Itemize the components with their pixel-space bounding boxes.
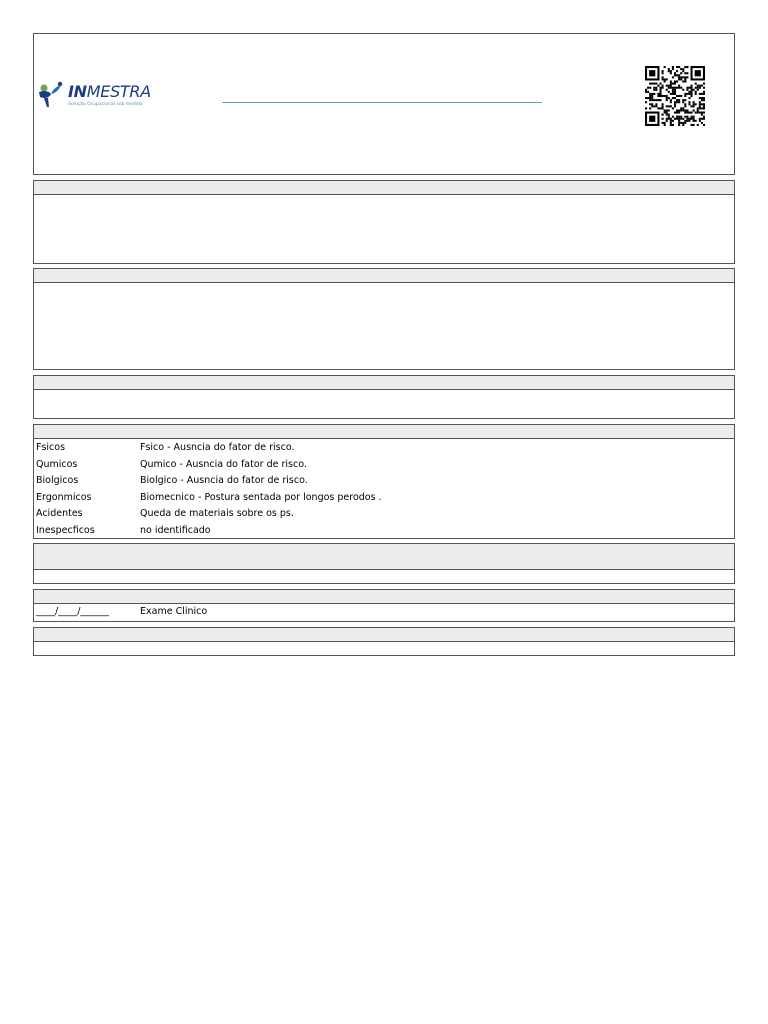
section-body-3 [33,389,735,419]
section-bar-3 [33,375,735,390]
exams-table [33,603,735,622]
risk-description: Biolgico - Ausncia do fator de risco. [140,475,308,486]
risk-category: Qumicos [36,458,78,470]
exams-section-bar [33,589,735,604]
section-body-5 [33,569,735,584]
risk-description: Queda de materiais sobre os ps. [140,508,294,519]
section-body-7 [33,641,735,656]
risk-description: Qumico - Ausncia do fator de risco. [140,458,307,470]
company-logo [36,78,156,114]
section-bar-1 [33,180,735,195]
risk-category: Acidentes [36,508,83,519]
document-header [33,33,735,175]
risks-section-bar [33,424,735,439]
risk-description: Fsico - Ausncia do fator de risco. [140,442,295,453]
section-bar-7 [33,627,735,642]
qr-code-icon [645,66,705,126]
section-body-1 [33,194,735,264]
risk-category: Inespecficos [36,524,95,536]
section-body-2 [33,282,735,370]
risk-description: Biomecnico - Postura sentada por longos perodos . [140,491,382,503]
risk-category: Ergonmicos [36,491,92,503]
exam-date-field: ____/____/______ [36,606,109,617]
logo-tagline: Solução Ocupacional sob medida [68,102,143,107]
exam-name: Exame Clinico [140,606,208,617]
logo-figure-icon [36,78,66,108]
risk-description: no identificado [140,524,211,536]
section-bar-5 [33,543,735,570]
section-bar-2 [33,268,735,283]
risk-category: Biolgicos [36,475,79,486]
logo-wordmark: INMESTRA [68,82,151,101]
title-rule [222,102,542,103]
risk-category: Fsicos [36,442,66,453]
risks-table [33,438,735,539]
exam-row [34,604,734,621]
